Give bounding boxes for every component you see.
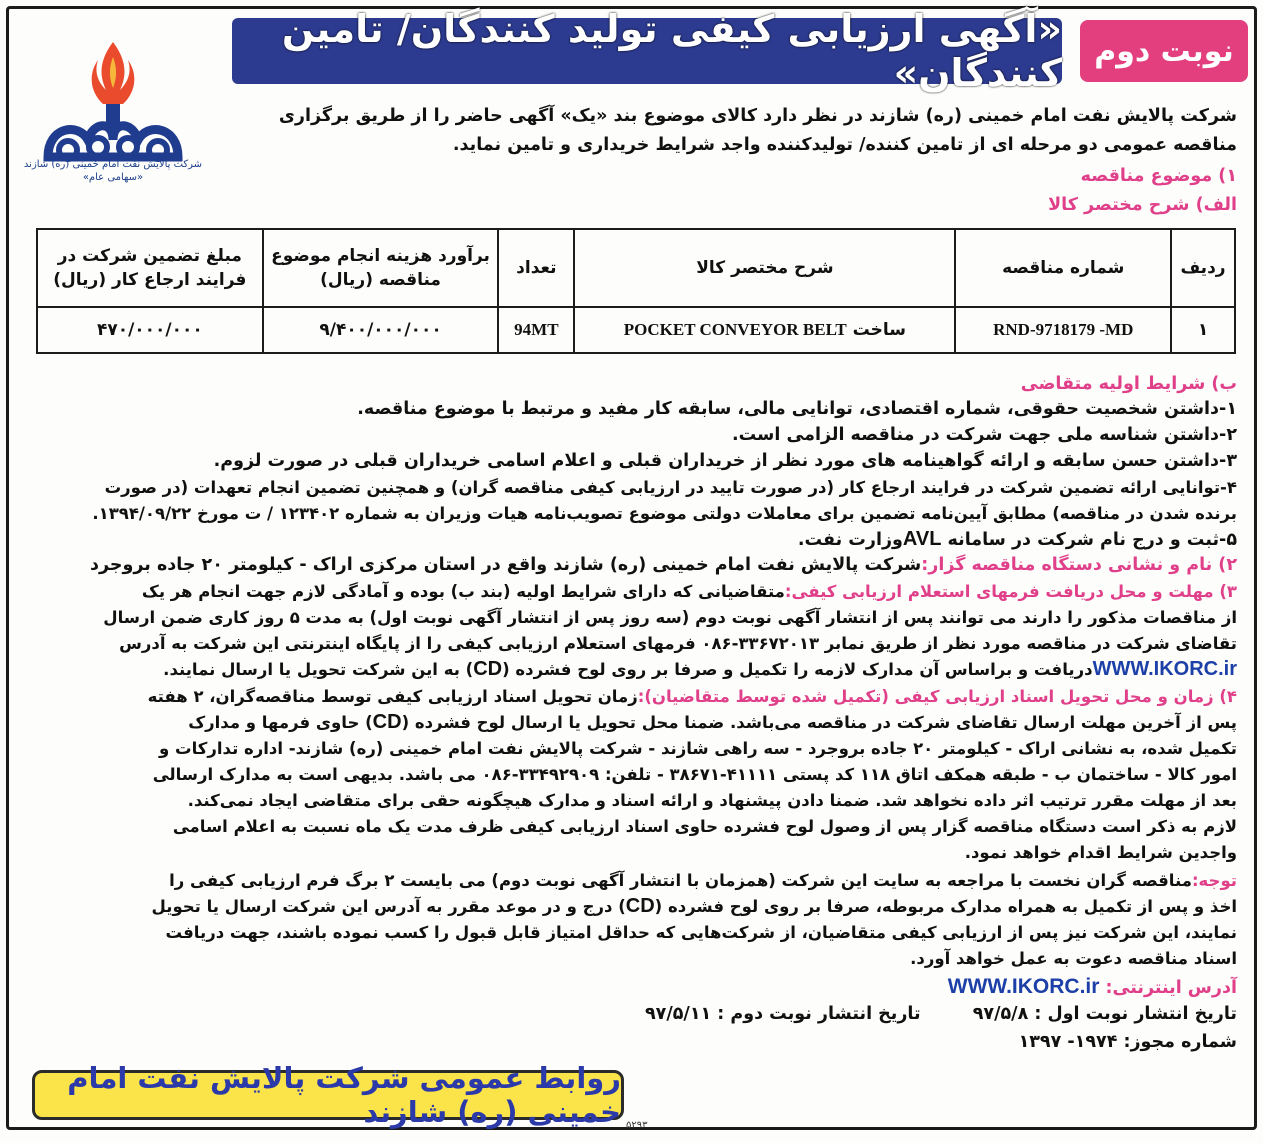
section3-text-line1: متقاضیانی که دارای شرایط اولیه (بند ب) بوده و آمادگی لازم جهت انجام هر یک	[141, 582, 785, 601]
section-a-heading: الف) شرح مختصر کالا	[1048, 195, 1237, 215]
header-description: شرح مختصر کالا	[574, 229, 955, 307]
condition-5-post: وزارت نفت.	[797, 530, 903, 550]
public-relations-text: روابط عمومی شرکت پالایش نفت امام خمینی (ره) شازند	[67, 1061, 621, 1129]
logo-caption	[18, 158, 208, 184]
note-line4: اسناد مناقصه دعوت به عمل خواهد آورد.	[910, 949, 1237, 968]
section3-label: ۳) مهلت و محل دریافت فرمهای استعلام ارزیابی کیفی:	[784, 582, 1237, 601]
section2	[37, 553, 1237, 579]
header-row-number: ردیف	[1171, 229, 1235, 307]
header-estimate: برآورد هزینه انجام موضوع مناقصه (ریال)	[263, 229, 499, 307]
description-english: POCKET CONVEYOR BELT	[623, 320, 847, 339]
section4-line6: لازم به ذکر است دستگاه مناقصه گزار پس از وصول لوح فشرده حاوی اسناد ارزیابی کیفی ظرف مدت یک ماه نسبت به اعلام اسامی	[172, 817, 1237, 836]
section3-line1	[22, 579, 1237, 605]
header-guarantee: مبلغ تضمین شرکت در فرایند ارجاع کار (ریال)	[37, 229, 263, 307]
header-quantity: تعداد	[498, 229, 574, 307]
header-tender-number: شماره مناقصه	[955, 229, 1171, 307]
section2-text: شرکت پالایش نفت امام خمینی (ره) شازند واقع در استان مرکزی اراک - کیلومتر ۲۰ جاده بروجرد	[90, 555, 922, 575]
round-badge	[1080, 20, 1248, 82]
intro-line2: مناقصه عمومی دو مرحله ای از تامین کننده/ تولیدکننده واجد شرایط خریداری و تامین نماید.	[452, 135, 1237, 155]
section3-line4-b: ) به این شرکت تحویل یا ارسال نمایند.	[163, 660, 474, 679]
print-number: ۵۲۹۳	[626, 1120, 648, 1131]
cell-quantity	[498, 307, 574, 353]
section4-line2	[22, 710, 1237, 736]
page-title: «آگهی ارزیابی کیفی تولید کنندگان/ تامین کنندگان»	[281, 7, 1062, 95]
address-label: آدرس اینترنتی:	[1105, 978, 1237, 998]
cell-guarantee: ۴۷۰/۰۰۰/۰۰۰	[37, 307, 263, 353]
condition-4-line1: ۴-توانایی ارائه تضمین شرکت در فرایند ارجاع کار (در صورت تایید در ارزیابی کیفی مناقصه گران) و همچنین تضمین انجام تعهدات (در صورت	[104, 478, 1237, 497]
section3-line4	[22, 657, 1237, 683]
section4-line4: امور کالا - ساختمان ب - طبقه همکف اتاق ۱۱۸ کد پستی ۴۱۱۱۱-۳۸۶۷۱ - تلفن: ۳۳۴۹۲۹۰۹-۰۸۶ می باشد. بدیهی است به مدارک ارسالی	[152, 765, 1237, 784]
note-line1	[22, 868, 1237, 894]
section4-line1	[22, 684, 1237, 710]
pub-date-second: تاریخ انتشار نوبت دوم : ۹۷/۵/۱۱	[645, 1004, 921, 1024]
publication-dates	[437, 1002, 1237, 1028]
section4-line7: واجدین شرایط اقدام خواهد نمود.	[964, 843, 1237, 862]
table-header-row	[37, 229, 1235, 307]
note-line2-b: ) درج و در موعد مقرر به آدرس این شرکت ارسال یا تحویل	[151, 897, 626, 916]
note-text-line1: مناقصه گران نخست با مراجعه به سایت این شرکت (همزمان با انتشار آگهی نوبت دوم) می بایست ۲ برگ فرم ارزیابی کیفی را	[169, 871, 1192, 890]
tender-table	[36, 228, 1236, 354]
condition-5	[37, 527, 1237, 554]
table-row	[37, 307, 1235, 353]
pub-date-first: تاریخ انتشار نوبت اول : ۹۷/۵/۸	[972, 1004, 1237, 1024]
license-number: شماره مجوز: ۱۹۷۴- ۱۳۹۷	[1018, 1032, 1237, 1052]
section4-label: ۴) زمان و محل تحویل اسناد ارزیابی کیفی (تکمیل شده توسط متقاضیان):	[637, 687, 1237, 706]
section3-line3: تقاضای شرکت در مناقصه مورد نظر از طریق نمابر ۳۳۶۷۲۰۱۳-۰۸۶ فرمهای استعلام ارزیابی کیفی را از پایگاه اینترنتی این شرکت به آدرس	[119, 634, 1237, 653]
section2-label: ۲) نام و نشانی دستگاه مناقصه گزار:	[921, 555, 1237, 575]
section3-url[interactable]: WWW.IKORC.ir	[1092, 658, 1237, 680]
section4-line2-b: ) حاوی فرمها و مدارک	[188, 713, 373, 732]
note-line3: نمایند، این شرکت نیز پس از ارزیابی کیفی متقاضیان، از شرکت‌هایی که حداقل امتیاز قابل قبول را کسب نموده باشند، جهت دریافت	[165, 923, 1237, 942]
note-line2-a: اخذ و پس از تکمیل به همراه مدارک مربوطه، صرفا بر روی لوح فشرده (	[654, 897, 1237, 916]
section3-line2: از مناقصات مذکور را دارند می توانند پس از انتشار آگهی نوبت دوم (سه روز پس از انتشار آگهی نوبت اول) به مدت ۵ روز کاری ضمن ارسال	[103, 608, 1237, 627]
section3-line4-a: دریافت و براساس آن مدارک لازمه را تکمیل و صرفا بر روی لوح فشرده (	[502, 660, 1093, 679]
round-badge-label: نوبت دوم	[1094, 33, 1234, 69]
cell-description	[574, 307, 955, 353]
tender-number-value: RND-9718179 -MD	[993, 320, 1134, 339]
cell-tender-number	[955, 307, 1171, 353]
quantity-value: 94MT	[514, 320, 559, 339]
cell-row-number: ۱	[1171, 307, 1235, 353]
logo-caption-line2: «سهامی عام»	[82, 172, 144, 183]
title-banner	[232, 7, 1062, 95]
conditions-heading: ب) شرایط اولیه متقاضی	[1020, 374, 1237, 394]
note-line2	[22, 894, 1237, 920]
section4-cd: CD	[372, 711, 402, 733]
section4-line3: تکمیل شده، به نشانی اراک - کیلومتر ۲۰ جاده بروجرد - سه راهی شازند - شرکت پالایش نفت امام خمینی (ره) شازند- اداره تدارکات و	[159, 739, 1237, 758]
section4-line5: بعد از مهلت مقرر ترتیب اثر داده نخواهد شد. ضمنا دادن پیشنهاد و ارائه اسناد و مدارک هیچگونه حقی برای متقاضی ایجاد نمی‌کند.	[187, 791, 1237, 810]
logo-caption-line1: شرکت پالایش نفت امام خمینی (ره) شازند	[23, 159, 203, 170]
condition-1: ۱-داشتن شخصیت حقوقی، شماره اقتصادی، توانایی مالی، سابقه کار مفید و مرتبط با موضوع مناقصه.	[357, 399, 1237, 419]
section4-line2-a: پس از آخرین مهلت ارسال تقاضای شرکت در مناقصه می‌باشد. ضمنا محل تحویل یا ارسال لوح فشرده (	[401, 713, 1237, 732]
public-relations-banner	[32, 1061, 624, 1129]
address-line	[437, 974, 1237, 1002]
cell-estimate: ۹/۴۰۰/۰۰۰/۰۰۰	[263, 307, 499, 353]
section4-text-line1: زمان تحویل اسناد ارزیابی کیفی توسط مناقصه‌گران، ۲ هفته	[147, 687, 638, 706]
footer-url[interactable]: WWW.IKORC.ir	[947, 975, 1100, 998]
condition-5-pre: ۵-ثبت و درج نام شرکت در سامانه	[947, 530, 1237, 550]
section1-heading: ۱) موضوع مناقصه	[1080, 166, 1237, 186]
note-label: توجه:	[1191, 871, 1237, 890]
intro-line1: شرکت پالایش نفت امام خمینی (ره) شازند در نظر دارد کالای موضوع بند «یک» آگهی حاضر را از طریق برگزاری	[278, 106, 1237, 126]
avl-label: AVL	[902, 528, 942, 550]
condition-4-line2: برنده شدن در مناقصه) مطابق آیین‌نامه تضمین برای معاملات دولتی موضوع تصویب‌نامه هیات وزیران به شماره ۱۲۳۴۰۲ / ت مورخ ۱۳۹۴/۰۹/۲۲.	[92, 504, 1237, 523]
description-prefix: ساخت	[852, 320, 907, 340]
note-cd: CD	[625, 895, 655, 917]
section3-cd: CD	[473, 658, 503, 680]
condition-3: ۳-داشتن حسن سابقه و ارائه گواهینامه های مورد نظر از خریداران قبلی و اعلام اسامی خریداران قبلی در صورت لزوم.	[213, 451, 1237, 471]
condition-2: ۲-داشتن شناسه ملی جهت شرکت در مناقصه الزامی است.	[732, 425, 1237, 445]
